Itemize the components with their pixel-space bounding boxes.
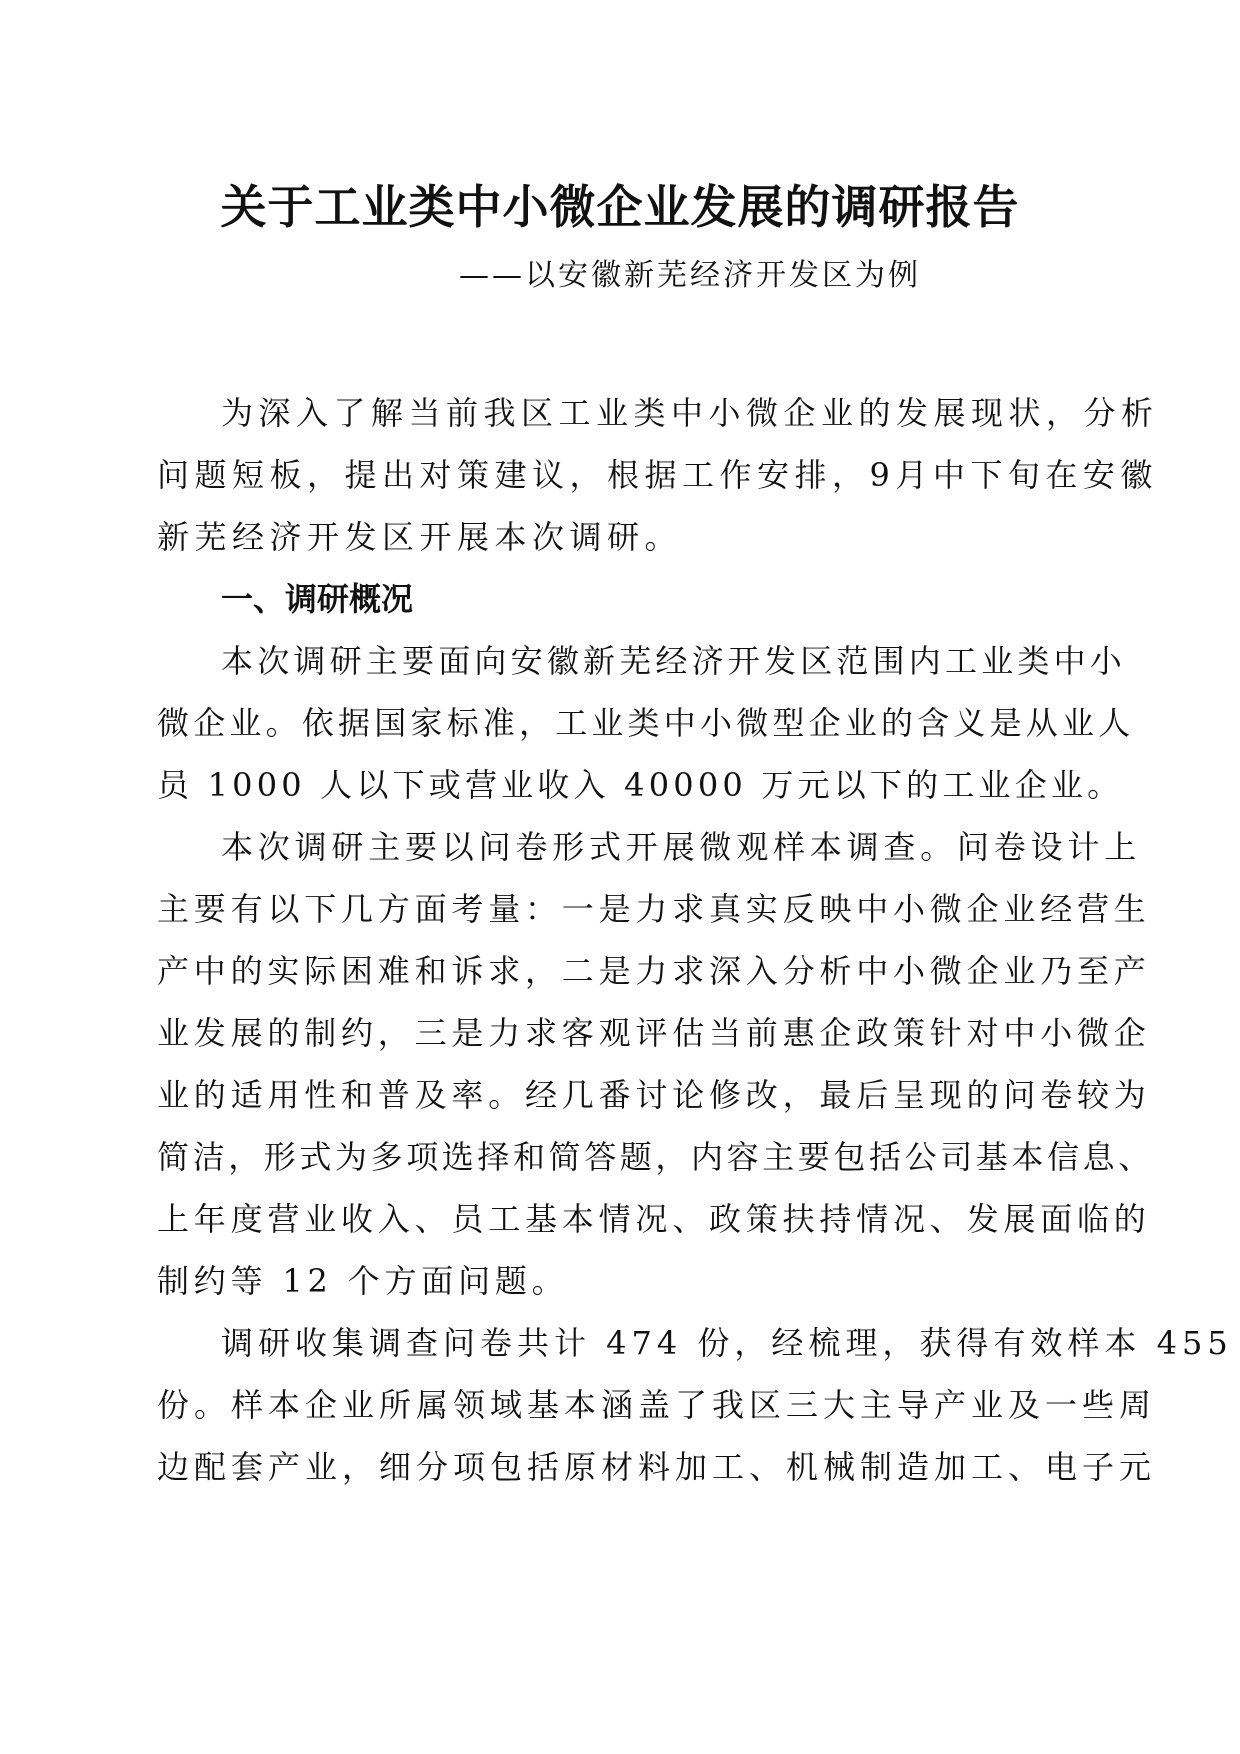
text-line: 本次调研主要面向安徽新芜经济开发区范围内工业类中小 [221,642,1127,680]
text-line: 为深入了解当前我区工业类中小微企业的发展现状，分析 [221,394,1159,432]
text-line: 调研收集调查问卷共计 474 份，经梳理，获得有效样本 455 [221,1324,1233,1362]
report-subtitle: ——以安徽新芜经济开发区为例 [459,258,921,293]
text-line: 业的适用性和普及率。经几番讨论修改，最后呈现的问卷较为 [157,1076,1151,1114]
text-line: 上年度营业收入、员工基本情况、政策扶持情况、发展面临的 [157,1200,1151,1238]
text-line: 产中的实际困难和诉求，二是力求深入分析中小微企业乃至产 [157,952,1151,990]
text-line: 简洁，形式为多项选择和简答题，内容主要包括公司基本信息、 [157,1138,1154,1176]
text-line: 制约等 12 个方面问题。 [157,1262,569,1300]
text-line: 主要有以下几方面考量：一是力求真实反映中小微企业经营生 [157,890,1151,928]
text-line: 问题短板，提出对策建议，根据工作安排，9月中下旬在安徽 [157,456,1158,494]
report-body [157,382,1233,1498]
text-line: 员 1000 人以下或营业收入 40000 万元以下的工业企业。 [157,766,1124,804]
text-line: 业发展的制约，三是力求客观评估当前惠企政策针对中小微企 [157,1014,1151,1052]
text-line: 本次调研主要以问卷形式开展微观样本调查。问卷设计上 [221,828,1142,866]
report-title: 关于工业类中小微企业发展的调研报告 [220,180,1020,234]
text-line: 份。样本企业所属领域基本涵盖了我区三大主导产业及一些周 [157,1386,1157,1424]
section-heading: 一、调研概况 [221,580,414,618]
text-line: 微企业。依据国家标准，工业类中小微型企业的含义是从业人 [157,704,1135,742]
text-line: 新芜经济开发区开展本次调研。 [157,518,683,556]
text-line: 边配套产业，细分项包括原材料加工、机械制造加工、电子元 [157,1448,1157,1486]
